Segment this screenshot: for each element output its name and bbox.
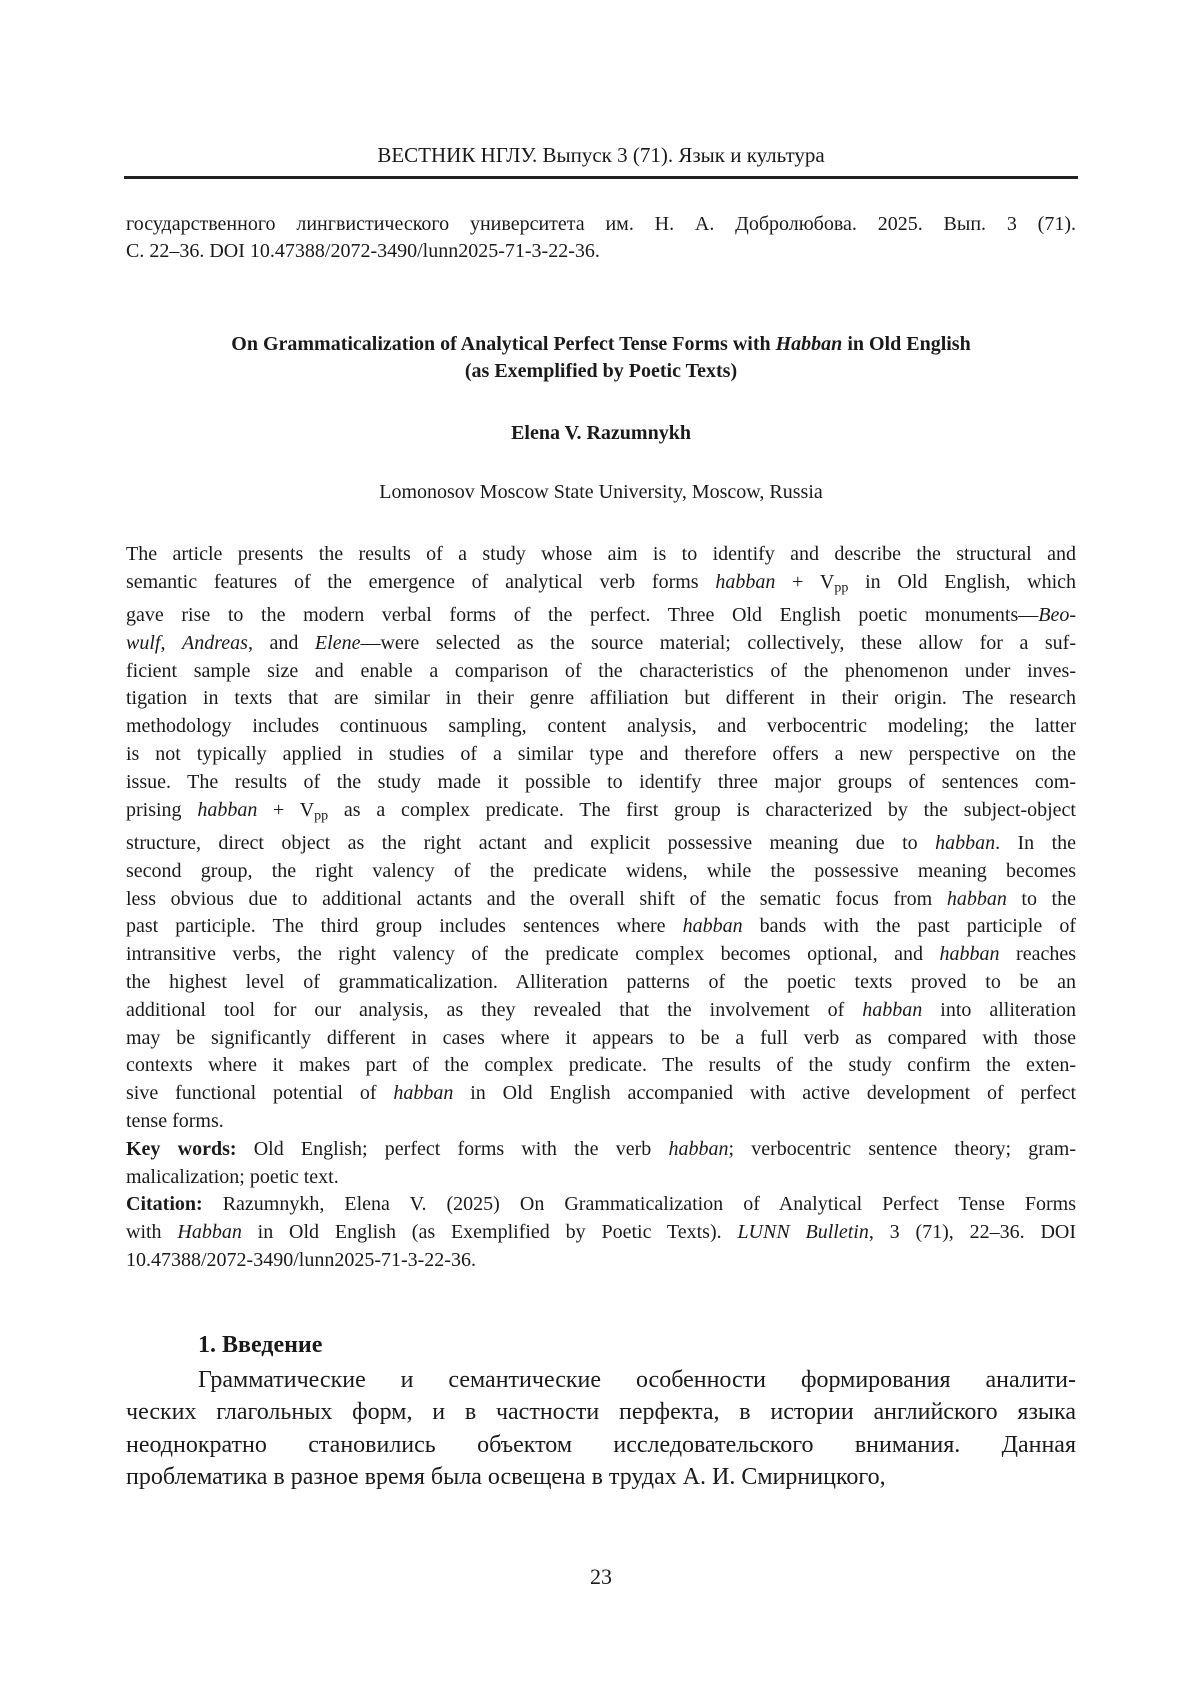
text-run: issue. The results of the study made it possible to identify three major groups of sentences com-: [126, 771, 1076, 793]
text-run: as a complex predicate. The first group is characterized by the subject-object: [328, 799, 1076, 821]
text-run: in Old English accompanied with active development of perfect: [453, 1082, 1076, 1104]
text-run: tigation in texts that are similar in their genre affiliation but different in their origin. The research: [126, 687, 1076, 709]
text-run: 10.47388/2072-3490/lunn2025-71-3-22-36.: [126, 1249, 476, 1271]
intro-paragraph: [126, 1364, 1076, 1494]
italic-text: habban: [947, 888, 1007, 910]
text-line: [126, 1396, 1076, 1428]
text-line: [126, 997, 1076, 1025]
text-line: [126, 1108, 1076, 1136]
text-run: государственного лингвистического университета им. Н. А. Добролюбова. 2025. Вып. 3 (71).: [126, 213, 1076, 235]
text-line: [126, 1052, 1076, 1080]
author-name: Elena V. Razumnykh: [126, 422, 1076, 445]
text-line: [126, 969, 1076, 997]
italic-text: Habban: [177, 1221, 241, 1243]
text-run: ,: [160, 632, 182, 654]
text-line: [126, 1364, 1076, 1396]
italic-text: Andreas: [182, 632, 248, 654]
italic-text: Elene: [315, 632, 361, 654]
text-run: semantic features of the emergence of analytical verb forms: [126, 571, 715, 593]
text-run: ficient sample size and enable a comparison of the characteristics of the phenomenon under inves-: [126, 660, 1076, 682]
text-line: [126, 541, 1076, 569]
abstract: [126, 541, 1076, 1275]
text-line: [126, 1429, 1076, 1461]
text-run: The article presents the results of a study whose aim is to identify and describe the structural and: [126, 543, 1076, 565]
text-line: [126, 797, 1076, 830]
text-run: ческих глагольных форм, и в частности перфекта, в истории английского языка: [126, 1399, 1076, 1425]
italic-text: habban: [715, 571, 775, 593]
italic-text: LUNN Bulletin: [737, 1221, 868, 1243]
text-line: [126, 769, 1076, 797]
text-line: [126, 913, 1076, 941]
text-run: intransitive verbs, the right valency of the predicate complex becomes optional, and: [126, 943, 940, 965]
text-run: , 3 (71), 22–36. DOI: [869, 1221, 1076, 1243]
italic-text: habban: [940, 943, 1000, 965]
article-title: [126, 331, 1076, 385]
text-run: неоднократно становились объектом исследовательского внимания. Данная: [126, 1432, 1076, 1458]
text-run: On Grammaticalization of Analytical Perfect Tense Forms with: [231, 333, 775, 355]
text-run: reaches: [1000, 943, 1076, 965]
text-run: . In the: [995, 832, 1076, 854]
author-affiliation: Lomonosov Moscow State University, Moscow, Russia: [126, 481, 1076, 504]
text-line: [126, 211, 1076, 238]
text-line: [126, 886, 1076, 914]
text-line: [126, 658, 1076, 686]
italic-text: Habban: [776, 333, 843, 355]
text-line: [126, 1247, 1076, 1275]
text-run: structure, direct object as the right actant and explicit possessive meaning due to: [126, 832, 935, 854]
text-line: [126, 1191, 1076, 1219]
italic-text: wulf: [126, 632, 160, 654]
citation-continuation: [126, 211, 1076, 265]
text-run: проблематика в разное время была освещена в трудах А. И. Смирницкого,: [126, 1464, 886, 1490]
bold-label: Citation:: [126, 1193, 203, 1215]
text-run: past participle. The third group includes sentences where: [126, 915, 683, 937]
text-run: Old English; perfect forms with the verb: [237, 1138, 669, 1160]
italic-text: habban: [393, 1082, 453, 1104]
text-run: methodology includes continuous sampling, content analysis, and verbocentric modeling; the latter: [126, 715, 1076, 737]
text-line: [126, 1164, 1076, 1192]
text-run: sive functional potential of: [126, 1082, 393, 1104]
section-heading: 1. Введение: [198, 1332, 322, 1359]
text-run: malicalization; poetic text.: [126, 1166, 339, 1188]
text-run: may be significantly different in cases where it appears to be a full verb as compared with those: [126, 1027, 1076, 1049]
text-run: prising: [126, 799, 197, 821]
text-run: less obvious due to additional actants and the overall shift of the sematic focus from: [126, 888, 947, 910]
text-line: [126, 713, 1076, 741]
text-line: [126, 1461, 1076, 1493]
italic-text: habban: [862, 999, 922, 1021]
text-line: [126, 602, 1076, 630]
text-run: ; verbocentric sentence theory; gram-: [728, 1138, 1076, 1160]
text-line: [126, 238, 1076, 265]
text-line: [126, 941, 1076, 969]
text-run: in Old English: [842, 333, 970, 355]
text-line: [126, 1080, 1076, 1108]
text-run: is not typically applied in studies of a similar type and therefore offers a new perspective on the: [126, 743, 1076, 765]
text-line: [126, 630, 1076, 658]
text-run: + V: [257, 799, 314, 821]
text-run: gave rise to the modern verbal forms of the perfect. Three Old English poetic monuments—: [126, 604, 1038, 626]
title-line-2: [126, 358, 1076, 385]
title-line-1: [126, 331, 1076, 358]
text-run: (as Exemplified by Poetic Texts): [465, 360, 737, 382]
italic-text: habban: [683, 915, 743, 937]
running-head: ВЕСТНИК НГЛУ. Выпуск 3 (71). Язык и культура: [126, 143, 1076, 168]
text-line: [126, 685, 1076, 713]
text-run: tense forms.: [126, 1110, 224, 1132]
header-rule: [124, 176, 1078, 179]
text-run: to the: [1007, 888, 1076, 910]
text-line: [126, 858, 1076, 886]
text-run: bands with the past participle of: [743, 915, 1076, 937]
italic-text: habban: [668, 1138, 728, 1160]
text-run: into alliteration: [922, 999, 1076, 1021]
text-run: additional tool for our analysis, as they revealed that the involvement of: [126, 999, 862, 1021]
text-line: [126, 830, 1076, 858]
text-run: second group, the right valency of the predicate widens, while the possessive meaning becomes: [126, 860, 1076, 882]
text-run: contexts where it makes part of the complex predicate. The results of the study confirm the exten-: [126, 1054, 1076, 1076]
page-number: 23: [126, 1564, 1076, 1590]
text-run: С. 22–36. DOI 10.47388/2072-3490/lunn2025-71-3-22-36.: [126, 240, 600, 262]
italic-text: habban: [935, 832, 995, 854]
subscript-text: pp: [314, 808, 328, 823]
text-line: [126, 1025, 1076, 1053]
text-line: [126, 1219, 1076, 1247]
text-run: , and: [248, 632, 315, 654]
text-line: [126, 1136, 1076, 1164]
subscript-text: pp: [834, 580, 848, 595]
text-run: with: [126, 1221, 177, 1243]
text-run: in Old English (as Exemplified by Poetic Texts).: [242, 1221, 738, 1243]
text-run: —were selected as the source material; collectively, these allow for a suf-: [360, 632, 1076, 654]
text-run: Грамматические и семантические особенности формирования аналити-: [198, 1367, 1076, 1393]
text-line: [126, 741, 1076, 769]
text-line: [126, 569, 1076, 602]
bold-label: Key words:: [126, 1138, 237, 1160]
italic-text: habban: [197, 799, 257, 821]
italic-text: Beo-: [1038, 604, 1076, 626]
text-run: + V: [775, 571, 834, 593]
text-run: in Old English, which: [848, 571, 1076, 593]
text-run: the highest level of grammaticalization. Alliteration patterns of the poetic texts proved to be an: [126, 971, 1076, 993]
text-run: Razumnykh, Elena V. (2025) On Grammaticalization of Analytical Perfect Tense Forms: [203, 1193, 1076, 1215]
